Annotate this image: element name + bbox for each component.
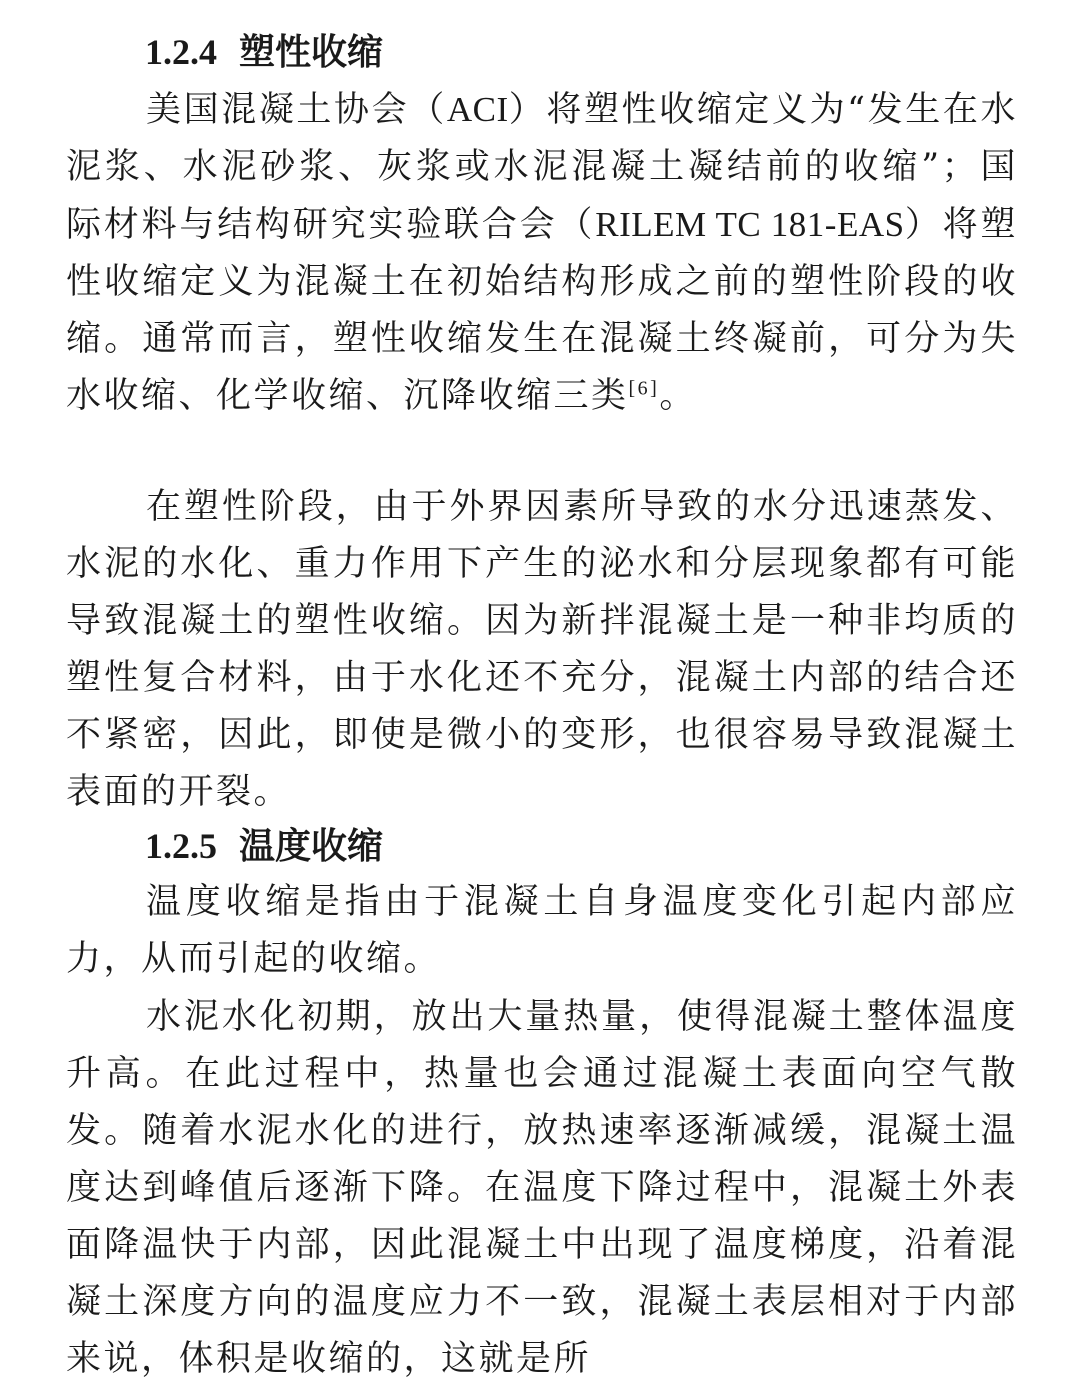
section-number: 1.2.5	[145, 826, 217, 866]
paragraph: 水泥水化初期，放出大量热量，使得混凝土整体温度升高。在此过程中，热量也会通过混凝土表面向空气散发。随着水泥水化的进行，放热速率逐渐减缓，混凝土温度达到峰值后逐渐下降。在温度下降过程中，混凝土外表面降温快于内部，因此混凝土中出现了温度梯度，沿着混凝土深度方向的温度应力不一致，混凝土表层相对于内部来说，体积是收缩的，这就是所	[66, 997, 1018, 1379]
section-title: 塑性收缩	[239, 31, 384, 73]
organization-code: RILEM TC 181-EAS	[595, 205, 905, 244]
abbreviation: ACI	[446, 90, 509, 129]
paragraph-text: ）将塑性收缩定义为“发生在水泥浆、水泥砂浆、灰浆或水泥混凝土凝结前的收缩”；国际材料与结构研究实验联合会（	[66, 90, 1018, 245]
paragraph	[66, 81, 1018, 425]
section-heading	[145, 32, 383, 72]
paragraph-text: ）将塑性收缩定义为混凝土在初始结构形成之前的塑性阶段的收缩。通常而言，塑性收缩发生在混凝土终凝前，可分为失水收缩、化学收缩、沉降收缩三类	[66, 205, 1018, 416]
citation-ref: [6]	[628, 377, 660, 400]
paragraph: 温度收缩是指由于混凝土自身温度变化引起内部应力，从而引起的收缩。	[66, 882, 1018, 979]
section-number: 1.2.4	[145, 32, 217, 72]
section-title: 温度收缩	[239, 825, 384, 867]
paragraph-text: 。	[659, 376, 697, 416]
section-heading	[145, 826, 383, 866]
paragraph-text: 美国混凝土协会（	[146, 90, 447, 130]
paragraph: 在塑性阶段，由于外界因素所导致的水分迅速蒸发、水泥的水化、重力作用下产生的泌水和分层现象都有可能导致混凝土的塑性收缩。因为新拌混凝土是一种非均质的塑性复合材料，由于水化还不充分，混凝土内部的结合还不紧密，因此，即使是微小的变形，也很容易导致混凝土表面的开裂。	[66, 487, 1018, 812]
